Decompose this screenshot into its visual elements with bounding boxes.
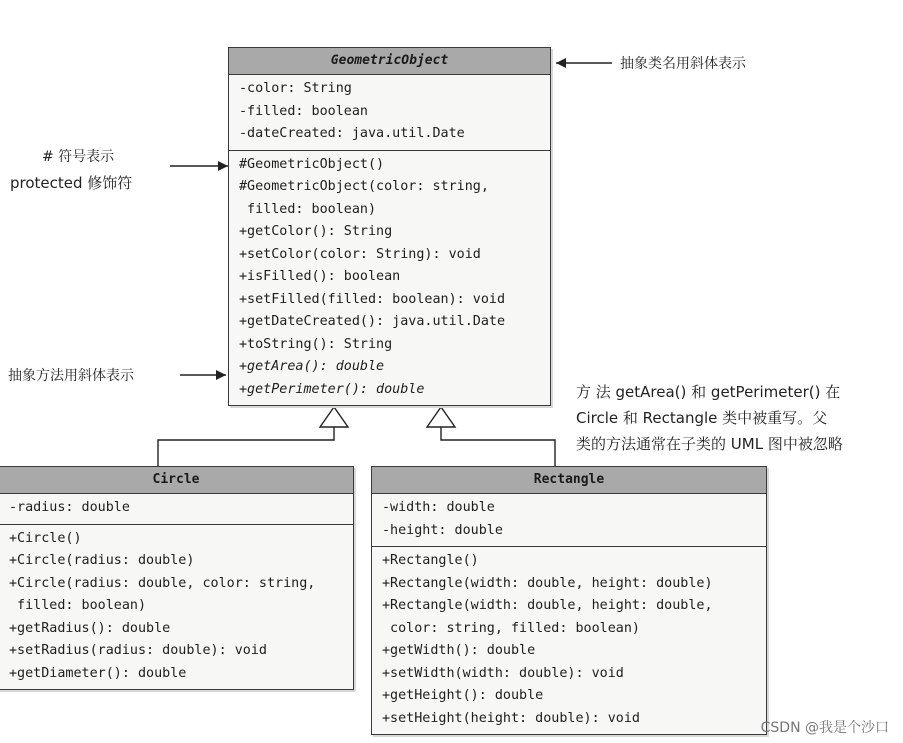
geometric-object-methods bbox=[229, 151, 550, 406]
override-note-line3: 类的方法通常在子类的 UML 图中被忽略 bbox=[576, 435, 843, 453]
method-item: +Rectangle(width: double, height: double, color: string, filled: boolean) bbox=[382, 598, 713, 636]
method-item: +Rectangle(width: double, height: double) bbox=[382, 575, 713, 591]
method-item: +getDateCreated(): java.util.Date bbox=[239, 314, 506, 329]
method-item: +getRadius(): double bbox=[9, 620, 171, 636]
field-item: -dateCreated: java.util.Date bbox=[239, 126, 465, 141]
abstract-class-note: 抽象类名用斜体表示 bbox=[620, 56, 746, 72]
rectangle-methods bbox=[372, 547, 766, 734]
method-item: +isFilled(): boolean bbox=[239, 269, 401, 284]
rectangle-class bbox=[371, 466, 767, 735]
abstract-method-note: 抽象方法用斜体表示 bbox=[8, 368, 134, 384]
rectangle-inheritance-line bbox=[441, 427, 555, 466]
method-item: +Circle(radius: double) bbox=[9, 553, 195, 568]
method-item: +getWidth(): double bbox=[382, 643, 536, 658]
geometric-object-title: GeometricObject bbox=[229, 48, 550, 75]
abstract-class-arrowhead bbox=[556, 58, 566, 68]
circle-title: Circle bbox=[0, 467, 353, 494]
method-item: +Circle() bbox=[9, 530, 82, 546]
method-item: +toString(): String bbox=[239, 336, 393, 352]
rectangle-generalization-triangle bbox=[427, 407, 455, 427]
rectangle-fields bbox=[372, 494, 766, 547]
protected-arrowhead bbox=[218, 161, 228, 171]
geometric-object-fields bbox=[229, 75, 550, 151]
method-item: +setRadius(radius: double): void bbox=[9, 643, 267, 658]
method-item: +setColor(color: String): void bbox=[239, 246, 481, 262]
protected-note-line1: # 符号表示 bbox=[42, 149, 115, 165]
circle-inheritance-line bbox=[158, 427, 334, 466]
method-item: #GeometricObject() bbox=[239, 156, 385, 172]
method-item: +setFilled(filled: boolean): void bbox=[239, 291, 506, 307]
abstract-method-arrowhead bbox=[216, 370, 226, 380]
method-item: +setHeight(height: double): void bbox=[382, 710, 640, 726]
rectangle-title: Rectangle bbox=[372, 467, 766, 494]
method-item: +getColor(): String bbox=[239, 224, 393, 239]
method-item: #GeometricObject(color: string, filled: boolean) bbox=[239, 179, 489, 217]
method-item: +getArea(): double bbox=[239, 359, 385, 374]
circle-class bbox=[0, 466, 354, 690]
field-item: -radius: double bbox=[9, 500, 130, 515]
circle-generalization-triangle bbox=[320, 407, 348, 427]
method-item: +Circle(radius: double, color: string, filled: boolean) bbox=[9, 575, 316, 613]
method-item: +getDiameter(): double bbox=[9, 665, 187, 681]
method-item: +getHeight(): double bbox=[382, 688, 544, 703]
field-item: -filled: boolean bbox=[239, 103, 368, 119]
field-item: -height: double bbox=[382, 522, 503, 538]
watermark: CSDN @我是个沙口 bbox=[760, 720, 889, 736]
override-note-line2: Circle 和 Rectangle 类中被重写。父 bbox=[576, 409, 828, 427]
method-item: +Rectangle() bbox=[382, 553, 479, 568]
method-item: +getPerimeter(): double bbox=[239, 381, 425, 397]
protected-note-line2: protected 修饰符 bbox=[10, 174, 133, 192]
circle-methods bbox=[0, 525, 353, 690]
method-item: +setWidth(width: double): void bbox=[382, 665, 624, 681]
geometric-object-class bbox=[228, 47, 551, 406]
override-note-line1: 方 法 getArea() 和 getPerimeter() 在 bbox=[576, 383, 841, 401]
field-item: -color: String bbox=[239, 81, 352, 96]
circle-fields bbox=[0, 494, 353, 525]
field-item: -width: double bbox=[382, 500, 495, 515]
